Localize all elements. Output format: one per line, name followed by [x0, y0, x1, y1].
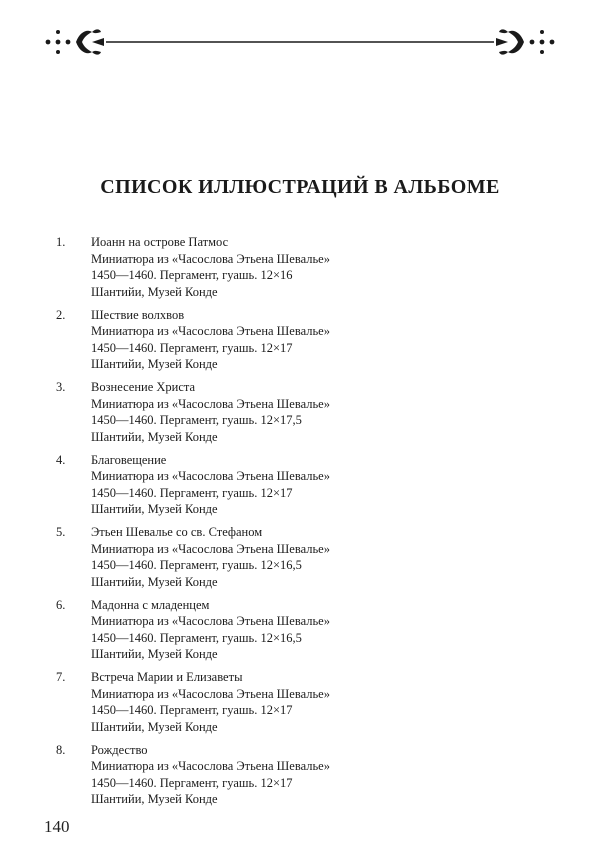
item-number: 3. [56, 380, 66, 394]
header-ornament [44, 22, 556, 62]
item-source: Миниатюра из «Часослова Этьена Шевалье» [91, 251, 330, 266]
fleuron-left-icon [46, 29, 104, 54]
item-location: Шантийи, Музей Конде [91, 792, 218, 806]
item-title: Вознесение Христа [91, 380, 196, 394]
item-number: 6. [56, 597, 66, 612]
item-title: Мадонна с младенцем [91, 597, 210, 612]
item-details: 1450—1460. Пергамент, гуашь. 12×17 [91, 485, 293, 500]
list-item [0, 742, 600, 815]
item-source: Миниатюра из «Часослова Этьена Шевалье» [91, 686, 330, 701]
item-number: 8. [56, 742, 66, 757]
page-number: 140 [44, 817, 70, 836]
item-number: 5. [56, 525, 66, 539]
item-location: Шантийи, Музей Конде [91, 357, 218, 371]
item-location: Шантийи, Музей Конде [91, 502, 218, 516]
item-location: Шантийи, Музей Конде [91, 574, 218, 589]
item-source: Миниатюра из «Часослова Этьена Шевалье» [91, 324, 330, 338]
item-details: 1450—1460. Пергамент, гуашь. 12×16 [91, 268, 293, 282]
list-item [0, 452, 600, 525]
item-details: 1450—1460. Пергамент, гуашь. 12×17 [91, 340, 293, 355]
item-source: Миниатюра из «Часослова Этьена Шевалье» [91, 614, 330, 628]
item-location: Шантийи, Музей Конде [91, 647, 218, 661]
item-location: Шантийи, Музей Конде [91, 429, 218, 444]
item-source: Миниатюра из «Часослова Этьена Шевалье» [91, 759, 330, 773]
item-title: Встреча Марии и Елизаветы [91, 670, 243, 684]
list-item [0, 669, 600, 742]
item-details: 1450—1460. Пергамент, гуашь. 12×16,5 [91, 558, 302, 572]
item-source: Миниатюра из «Часослова Этьена Шевалье» [91, 396, 330, 411]
item-title: Благовещение [91, 452, 167, 467]
item-location: Шантийи, Музей Конде [91, 284, 218, 299]
list-item [0, 307, 600, 380]
item-details: 1450—1460. Пергамент, гуашь. 12×17 [91, 703, 293, 717]
item-title: Шествие волхвов [91, 307, 185, 322]
list-item [0, 597, 600, 670]
list-item [0, 379, 600, 452]
item-source: Миниатюра из «Часослова Этьена Шевалье» [91, 469, 330, 483]
item-number: 2. [56, 307, 66, 322]
list-item [0, 524, 600, 597]
item-title: Иоанн на острове Патмос [91, 235, 229, 249]
item-location: Шантийи, Музей Конде [91, 719, 218, 734]
fleuron-right-icon [496, 29, 554, 54]
illustration-list [0, 234, 600, 814]
item-details: 1450—1460. Пергамент, гуашь. 12×17 [91, 775, 293, 790]
item-title: Рождество [91, 742, 148, 757]
item-number: 7. [56, 670, 66, 684]
item-details: 1450—1460. Пергамент, гуашь. 12×17,5 [91, 413, 302, 427]
item-number: 1. [56, 235, 66, 249]
list-item [0, 234, 600, 307]
item-number: 4. [56, 452, 66, 467]
item-title: Этьен Шевалье со св. Стефаном [91, 525, 263, 539]
page-title: СПИСОК ИЛЛЮСТРАЦИЙ В АЛЬБОМЕ [100, 176, 500, 198]
item-source: Миниатюра из «Часослова Этьена Шевалье» [91, 541, 330, 556]
item-details: 1450—1460. Пергамент, гуашь. 12×16,5 [91, 630, 302, 645]
